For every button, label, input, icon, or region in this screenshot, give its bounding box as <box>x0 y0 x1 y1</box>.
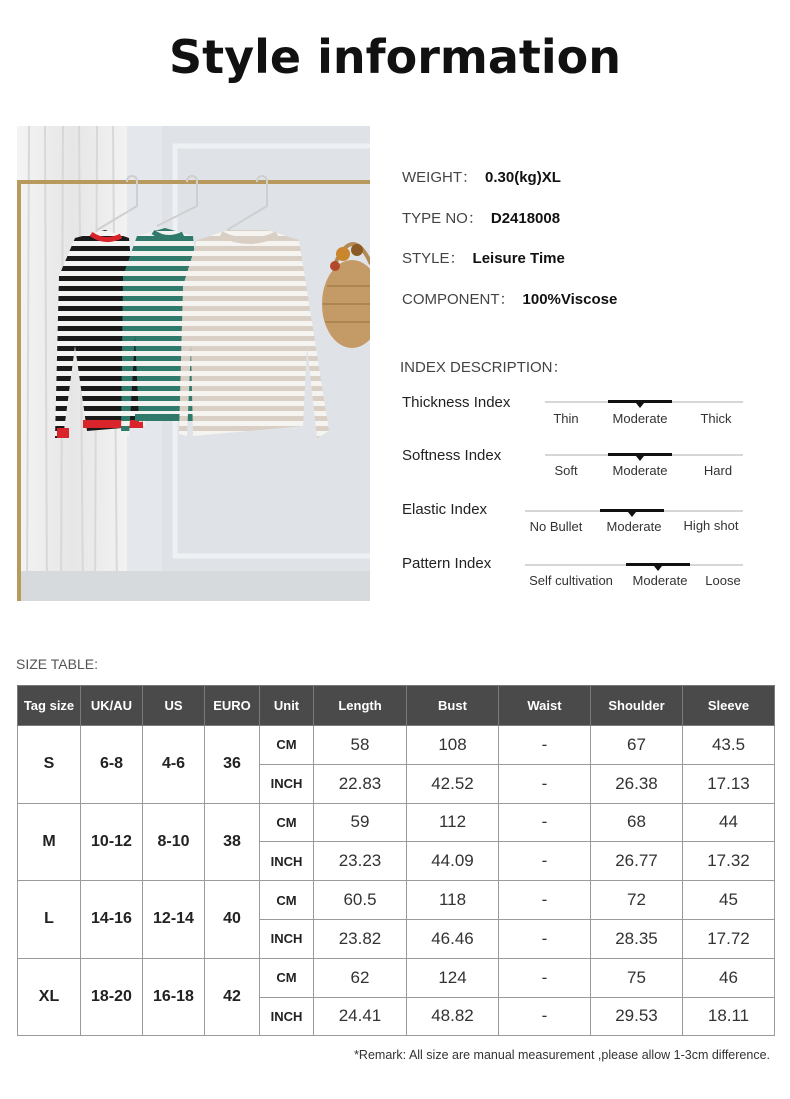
spec-component-value: 100%Viscose <box>522 291 618 308</box>
cell-unit: CM <box>260 881 314 920</box>
index-option-soft: Soft <box>554 463 578 478</box>
index-option-hard: Hard <box>703 463 733 478</box>
cell-bust: 118 <box>407 881 499 920</box>
cell-length: 24.41 <box>314 997 407 1036</box>
cell-sleeve: 17.13 <box>683 764 775 803</box>
table-row <box>18 803 775 842</box>
cell-us: 16-18 <box>143 958 205 1036</box>
header-shoulder: Shoulder <box>591 686 683 726</box>
cell-shoulder: 26.77 <box>591 842 683 881</box>
cell-shoulder: 72 <box>591 881 683 920</box>
cell-shoulder: 29.53 <box>591 997 683 1036</box>
cell-tag: S <box>18 726 81 804</box>
spec-style-value: Leisure Time <box>472 250 565 267</box>
cell-sleeve: 17.72 <box>683 919 775 958</box>
cell-unit: INCH <box>260 997 314 1036</box>
table-row <box>18 881 775 920</box>
cell-bust: 124 <box>407 958 499 997</box>
cell-waist: - <box>499 919 591 958</box>
index-pointer-elastic <box>628 512 636 517</box>
cell-waist: - <box>499 842 591 881</box>
spec-component <box>402 288 617 309</box>
cell-unit: CM <box>260 726 314 765</box>
spec-style-key: STYLE： <box>402 250 465 267</box>
index-option-loose: Loose <box>705 573 741 588</box>
cell-bust: 112 <box>407 803 499 842</box>
size-table-title: SIZE TABLE: <box>16 656 98 672</box>
spec-type-no-key: TYPE NO： <box>402 210 483 227</box>
cell-tag: M <box>18 803 81 881</box>
header-length: Length <box>314 686 407 726</box>
cell-shoulder: 67 <box>591 726 683 765</box>
index-option-high-shot: High shot <box>683 518 739 533</box>
cell-shoulder: 28.35 <box>591 919 683 958</box>
cell-tag: XL <box>18 958 81 1036</box>
cell-ukau: 10-12 <box>81 803 143 881</box>
cell-sleeve: 45 <box>683 881 775 920</box>
spec-type-no <box>402 207 560 228</box>
cell-euro: 42 <box>205 958 260 1036</box>
index-label-pattern: Pattern Index <box>402 555 492 572</box>
page-title: Style information <box>169 30 621 84</box>
index-pointer-pattern <box>654 566 662 571</box>
spec-type-no-value: D2418008 <box>490 210 561 227</box>
spec-style <box>402 247 565 268</box>
size-table-header <box>18 686 775 726</box>
cell-length: 60.5 <box>314 881 407 920</box>
cell-waist: - <box>499 958 591 997</box>
spec-component-key: COMPONENT： <box>402 291 515 308</box>
cell-unit: CM <box>260 958 314 997</box>
cell-waist: - <box>499 997 591 1036</box>
index-label-elastic: Elastic Index <box>402 501 488 518</box>
index-label-softness: Softness Index <box>402 447 502 464</box>
cell-waist: - <box>499 881 591 920</box>
cell-bust: 108 <box>407 726 499 765</box>
index-option-self-cultivation: Self cultivation <box>529 573 613 588</box>
cell-sleeve: 43.5 <box>683 726 775 765</box>
cell-euro: 38 <box>205 803 260 881</box>
cell-unit: CM <box>260 803 314 842</box>
cell-us: 4-6 <box>143 726 205 804</box>
index-option-no-bullet: No Bullet <box>529 519 583 534</box>
index-option-moderate: Moderate <box>612 411 668 426</box>
index-pointer-thickness <box>636 403 644 408</box>
cell-bust: 44.09 <box>407 842 499 881</box>
index-description-title: INDEX DESCRIPTION： <box>400 359 568 376</box>
index-option-moderate: Moderate <box>612 463 668 478</box>
remark-note: *Remark: All size are manual measurement ,please allow 1-3cm difference. <box>354 1048 770 1062</box>
spec-weight-key: WEIGHT： <box>402 169 477 186</box>
cell-length: 62 <box>314 958 407 997</box>
cell-shoulder: 26.38 <box>591 764 683 803</box>
product-photo <box>17 126 370 601</box>
cell-unit: INCH <box>260 842 314 881</box>
table-row <box>18 958 775 997</box>
header-bust: Bust <box>407 686 499 726</box>
cell-sleeve: 17.32 <box>683 842 775 881</box>
cell-waist: - <box>499 803 591 842</box>
header-sleeve: Sleeve <box>683 686 775 726</box>
cell-tag: L <box>18 881 81 959</box>
cell-ukau: 18-20 <box>81 958 143 1036</box>
table-row <box>18 726 775 765</box>
cell-euro: 36 <box>205 726 260 804</box>
cell-us: 8-10 <box>143 803 205 881</box>
header-us: US <box>143 686 205 726</box>
cell-bust: 46.46 <box>407 919 499 958</box>
index-label-thickness: Thickness Index <box>402 394 511 411</box>
header-waist: Waist <box>499 686 591 726</box>
index-option-moderate: Moderate <box>632 573 688 588</box>
cell-length: 58 <box>314 726 407 765</box>
cell-sleeve: 18.11 <box>683 997 775 1036</box>
cell-waist: - <box>499 764 591 803</box>
cell-shoulder: 68 <box>591 803 683 842</box>
cell-unit: INCH <box>260 919 314 958</box>
cell-shoulder: 75 <box>591 958 683 997</box>
header-unit: Unit <box>260 686 314 726</box>
cell-length: 22.83 <box>314 764 407 803</box>
cell-sleeve: 46 <box>683 958 775 997</box>
cell-euro: 40 <box>205 881 260 959</box>
cell-length: 23.23 <box>314 842 407 881</box>
spec-weight <box>402 166 561 187</box>
cell-length: 23.82 <box>314 919 407 958</box>
cell-sleeve: 44 <box>683 803 775 842</box>
cell-bust: 48.82 <box>407 997 499 1036</box>
cell-waist: - <box>499 726 591 765</box>
cell-ukau: 6-8 <box>81 726 143 804</box>
index-option-thin: Thin <box>553 411 579 426</box>
cell-us: 12-14 <box>143 881 205 959</box>
cell-bust: 42.52 <box>407 764 499 803</box>
size-table <box>17 685 775 1036</box>
header-tag-size: Tag size <box>18 686 81 726</box>
index-option-moderate: Moderate <box>606 519 662 534</box>
header-euro: EURO <box>205 686 260 726</box>
cell-unit: INCH <box>260 764 314 803</box>
cell-ukau: 14-16 <box>81 881 143 959</box>
spec-weight-value: 0.30(kg)XL <box>485 169 561 186</box>
cell-length: 59 <box>314 803 407 842</box>
index-option-thick: Thick <box>700 411 732 426</box>
header-uk-au: UK/AU <box>81 686 143 726</box>
index-pointer-softness <box>636 456 644 461</box>
